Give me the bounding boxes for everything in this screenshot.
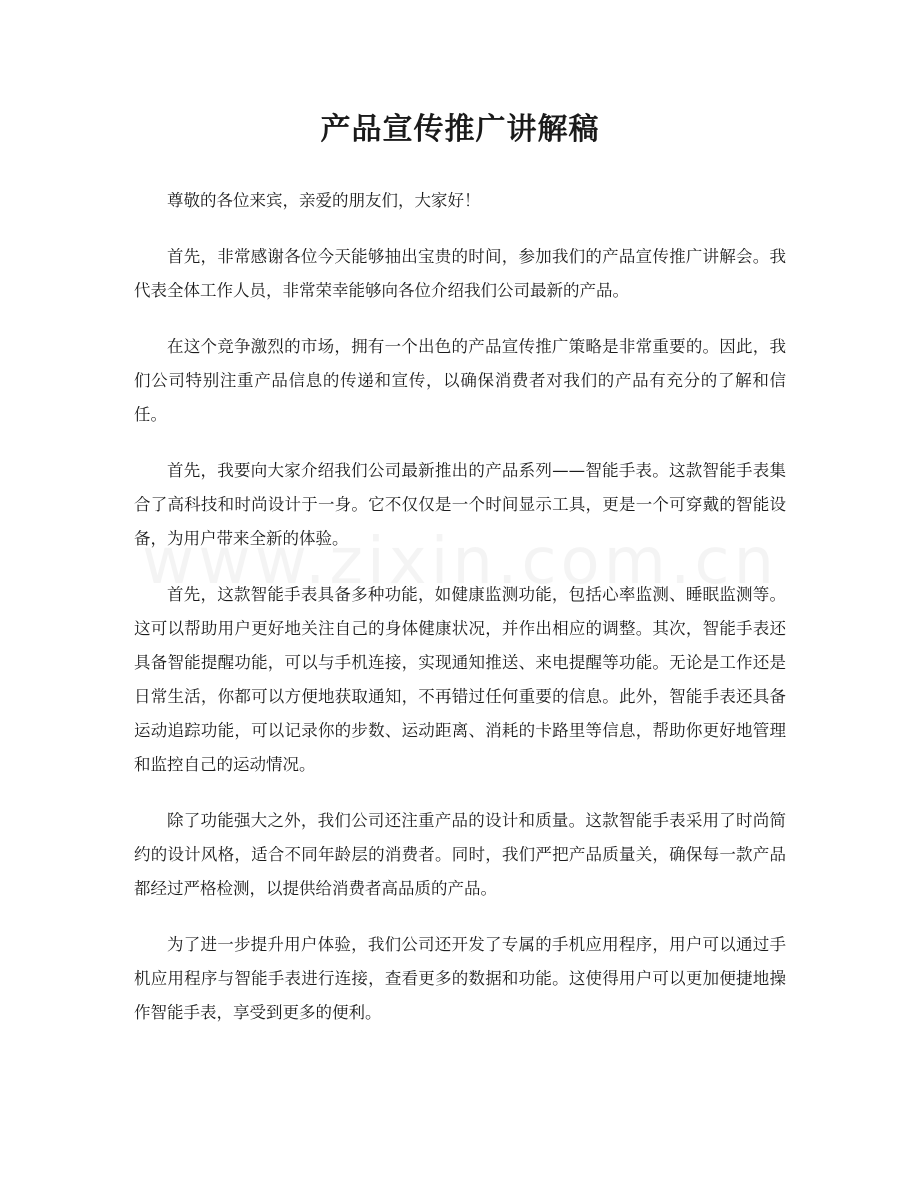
paragraph-design-quality: 除了功能强大之外，我们公司还注重产品的设计和质量。这款智能手表采用了时尚简约的设计风格，适合不同年龄层的消费者。同时，我们严把产品质量关，确保每一款产品都经过严格检测，以提供给消费者高品质的产品。 (134, 811, 786, 898)
paragraph-thanks: 首先，非常感谢各位今天能够抽出宝贵的时间，参加我们的产品宣传推广讲解会。我代表全体工作人员，非常荣幸能够向各位介绍我们公司最新的产品。 (134, 247, 786, 300)
paragraph-market: 在这个竞争激烈的市场，拥有一个出色的产品宣传推广策略是非常重要的。因此，我们公司特别注重产品信息的传递和宣传，以确保消费者对我们的产品有充分的了解和信任。 (134, 337, 786, 424)
page-title: 产品宣传推广讲解稿 (320, 112, 600, 147)
paragraph-greeting: 尊敬的各位来宾，亲爱的朋友们，大家好！ (167, 191, 481, 210)
paragraph-app: 为了进一步提升用户体验，我们公司还开发了专属的手机应用程序，用户可以通过手机应用程序与智能手表进行连接，查看更多的数据和功能。这使得用户可以更加便捷地操作智能手表，享受到更多的便利。 (134, 935, 786, 1022)
document-body (134, 184, 786, 1052)
paragraph-product-intro: 首先，我要向大家介绍我们公司最新推出的产品系列——智能手表。这款智能手表集合了高科技和时尚设计于一身。它不仅仅是一个时间显示工具，更是一个可穿戴的智能设备，为用户带来全新的体验。 (134, 461, 786, 548)
paragraph-features: 首先，这款智能手表具备多种功能，如健康监测功能，包括心率监测、睡眠监测等。这可以帮助用户更好地关注自己的身体健康状况，并作出相应的调整。其次，智能手表还具备智能提醒功能，可以与手机连接，实现通知推送、来电提醒等功能。无论是工作还是日常生活，你都可以方便地获取通知，不再错过任何重要的信息。此外，智能手表还具备运动追踪功能，可以记录你的步数、运动距离、消耗的卡路里等信息，帮助你更好地管理和监控自己的运动情况。 (134, 585, 786, 774)
